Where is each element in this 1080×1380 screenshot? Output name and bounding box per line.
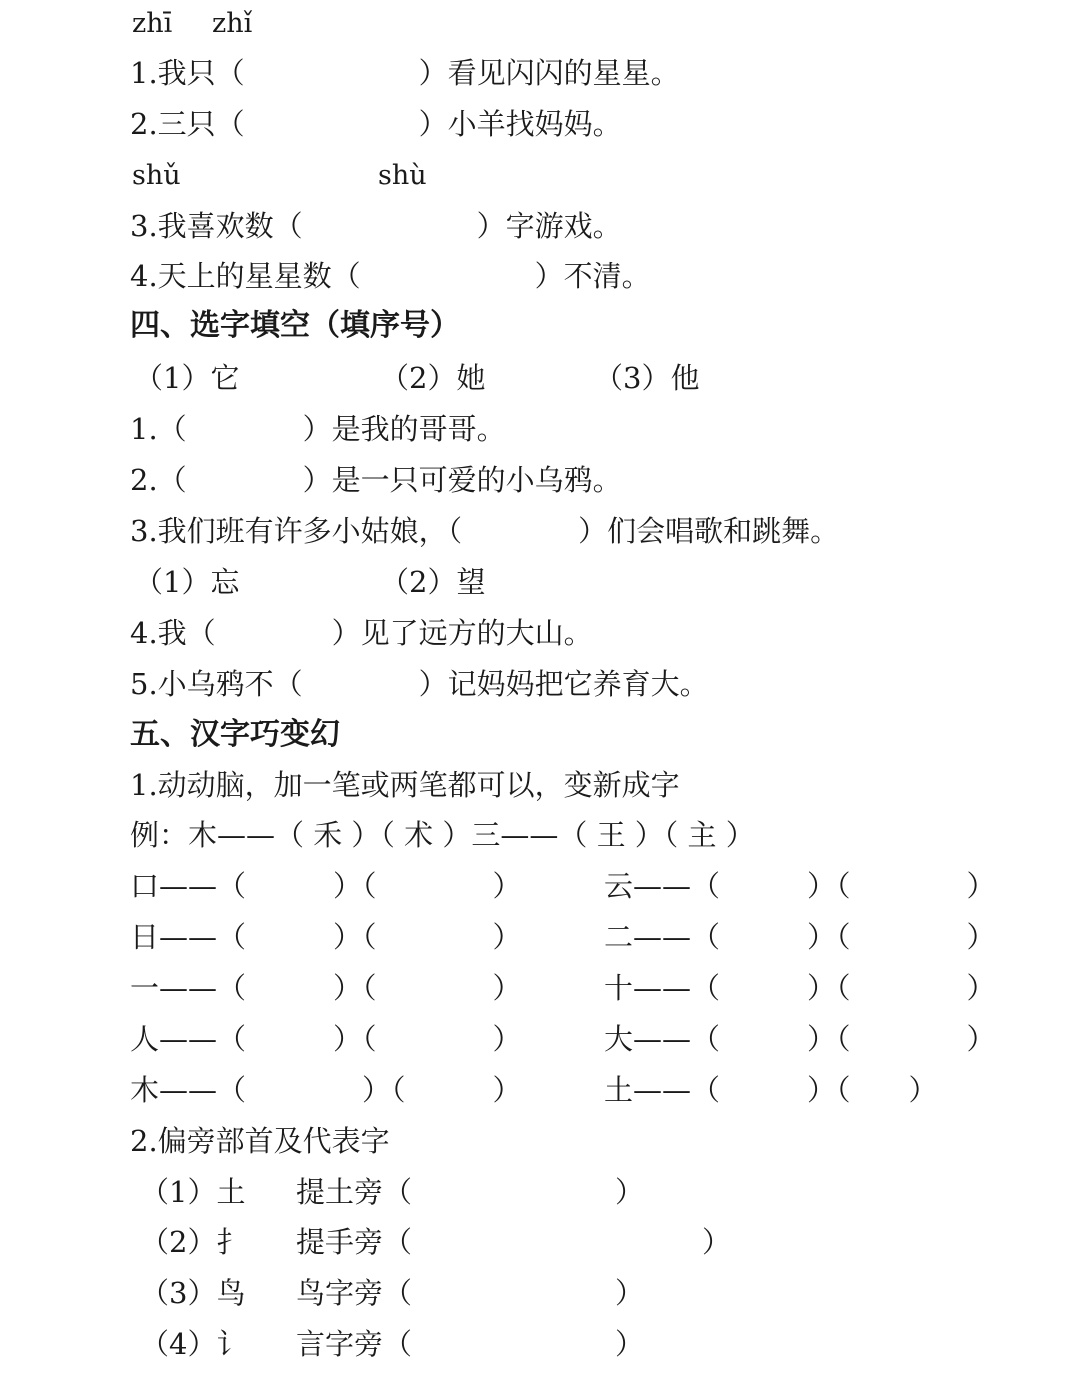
- section-4-question-4: 4.我（ ）见了远方的大山。: [130, 616, 593, 650]
- grid-row-5-right: 土——（ ）（ ）: [604, 1073, 938, 1107]
- section-5-subtitle-2: 2.偏旁部首及代表字: [130, 1124, 390, 1158]
- grid-row-1-right: 云——（ ）（ ）: [604, 869, 996, 903]
- radical-1-num: （1）土: [140, 1175, 246, 1209]
- section-5-heading: 五、汉字巧变幻: [130, 717, 340, 752]
- polyphone-question-4: 4.天上的星星数（ ）不清。: [130, 259, 651, 293]
- grid-row-3-left: 一——（ ）（ ）: [130, 971, 522, 1005]
- pinyin-shu-2: shù: [378, 160, 427, 191]
- radical-4-name: 言字旁（ ）: [296, 1327, 645, 1361]
- section-4-heading: 四、选字填空（填序号）: [130, 308, 460, 343]
- option-a-1: （1）它: [134, 361, 240, 395]
- grid-row-1-left: 口——（ ）（ ）: [130, 869, 522, 903]
- polyphone-question-2: 2.三只（ ）小羊找妈妈。: [130, 107, 622, 141]
- option-b-2: （2）望: [380, 565, 486, 599]
- radical-1-name: 提土旁（ ）: [296, 1175, 645, 1209]
- radical-2-num: （2）扌: [140, 1225, 246, 1259]
- radical-2-name: 提手旁（ ）: [296, 1225, 732, 1259]
- grid-row-2-right: 二——（ ）（ ）: [604, 920, 996, 954]
- pinyin-zhi-1: zhī: [132, 8, 173, 39]
- example-line: 例：木——（ 禾 ）（ 术 ）三——（ 王 ）（ 主 ）: [130, 818, 755, 852]
- grid-row-4-right: 大——（ ）（ ）: [604, 1022, 996, 1056]
- section-4-question-5: 5.小乌鸦不（ ）记妈妈把它养育大。: [130, 667, 709, 701]
- section-4-question-1: 1.（ ）是我的哥哥。: [130, 412, 506, 446]
- grid-row-4-left: 人——（ ）（ ）: [130, 1022, 522, 1056]
- option-b-1: （1）忘: [134, 565, 240, 599]
- section-4-question-2: 2.（ ）是一只可爱的小乌鸦。: [130, 463, 622, 497]
- option-a-2: （2）她: [380, 361, 486, 395]
- option-a-3: （3）他: [594, 361, 700, 395]
- pinyin-shu-1: shǔ: [132, 160, 181, 191]
- grid-row-3-right: 十——（ ）（ ）: [604, 971, 996, 1005]
- radical-3-name: 鸟字旁（ ）: [296, 1276, 645, 1310]
- grid-row-5-left: 木——（ ）（ ）: [130, 1073, 522, 1107]
- polyphone-question-1: 1.我只（ ）看见闪闪的星星。: [130, 56, 680, 90]
- section-5-subtitle-1: 1.动动脑，加一笔或两笔都可以，变新成字: [130, 768, 680, 802]
- section-4-question-3: 3.我们班有许多小姑娘，（ ）们会唱歌和跳舞。: [130, 514, 840, 548]
- radical-4-num: （4）讠: [140, 1327, 246, 1361]
- grid-row-2-left: 日——（ ）（ ）: [130, 920, 522, 954]
- polyphone-question-3: 3.我喜欢数（ ）字游戏。: [130, 209, 622, 243]
- pinyin-zhi-2: zhǐ: [212, 8, 253, 39]
- radical-3-num: （3）鸟: [140, 1276, 246, 1310]
